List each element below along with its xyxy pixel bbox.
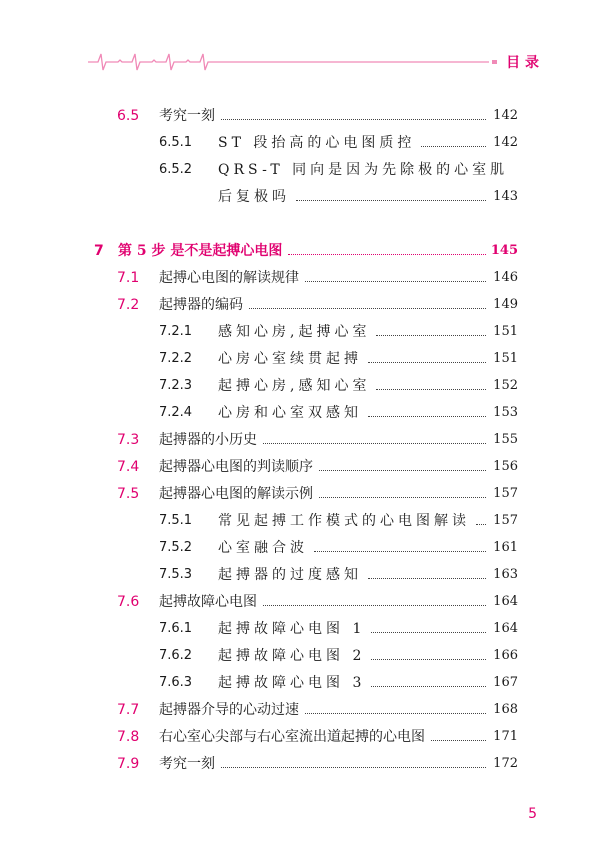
toc-number: 7.3	[117, 432, 140, 448]
toc-row[interactable]	[0, 509, 613, 533]
toc-leader	[368, 578, 486, 579]
toc-number: 7.8	[117, 729, 140, 745]
toc-page-number: 145	[490, 243, 518, 258]
toc-leader	[376, 335, 486, 336]
toc-title: 起搏故障心电图	[159, 594, 257, 610]
toc-title: ST 段抬高的心电图质控	[218, 135, 416, 151]
toc-row[interactable]	[0, 563, 613, 587]
toc-row[interactable]	[0, 266, 613, 290]
toc-page-number: 151	[493, 351, 518, 366]
toc-title: 起搏心电图的解读规律	[159, 270, 299, 286]
toc-page-number: 163	[493, 567, 518, 582]
toc-leader	[314, 551, 486, 552]
toc-number: 7.2.1	[159, 324, 193, 339]
toc-leader	[319, 497, 486, 498]
toc-row[interactable]	[0, 536, 613, 560]
toc-page-number: 168	[493, 702, 518, 717]
toc-title: 考究一刻	[159, 108, 215, 124]
toc-leader	[221, 119, 486, 120]
toc-page-number: 166	[493, 648, 518, 663]
toc-row[interactable]	[0, 401, 613, 425]
toc-page-number: 171	[493, 729, 518, 744]
toc-page-number: 151	[493, 324, 518, 339]
toc-number: 7.5.1	[159, 513, 193, 528]
toc-title: 起搏故障心电图 3	[218, 675, 366, 691]
toc-row[interactable]	[0, 185, 613, 209]
toc-row[interactable]	[0, 428, 613, 452]
toc-leader	[288, 254, 486, 255]
toc-row[interactable]	[0, 482, 613, 506]
toc-row[interactable]	[0, 698, 613, 722]
toc-row[interactable]	[0, 455, 613, 479]
toc-title: 心室融合波	[218, 540, 308, 556]
toc-leader	[305, 713, 486, 714]
toc-title: 后复极吗	[218, 189, 290, 205]
toc-title: 起搏器心电图的解读示例	[159, 486, 313, 502]
toc-page-number: 153	[493, 405, 518, 420]
toc-title: 起搏器的编码	[159, 297, 243, 313]
toc-title: 起搏故障心电图 2	[218, 648, 366, 664]
toc-number: 7.2.2	[159, 351, 193, 366]
toc-row[interactable]	[0, 347, 613, 371]
toc-number: 7.1	[117, 270, 140, 286]
toc-page-number: 157	[493, 486, 518, 501]
toc-title: 起搏器介导的心动过速	[159, 702, 299, 718]
toc-page-number: 155	[493, 432, 518, 447]
toc-leader	[368, 416, 486, 417]
toc-title: 右心室心尖部与右心室流出道起搏的心电图	[159, 729, 425, 745]
toc-title: 起搏器的小历史	[159, 432, 257, 448]
toc-leader	[263, 443, 486, 444]
toc-page-number: 149	[493, 297, 518, 312]
toc-title: 心房和心室双感知	[218, 405, 362, 421]
toc-number: 6.5.1	[159, 135, 193, 150]
toc-title: 起搏心房,感知心室	[218, 378, 371, 394]
toc-title: 起搏器的过度感知	[218, 567, 362, 583]
toc-leader	[319, 470, 486, 471]
toc-leader	[421, 146, 486, 147]
toc-row[interactable]	[0, 104, 613, 128]
toc-page-number: 157	[493, 513, 518, 528]
toc-page-number: 156	[493, 459, 518, 474]
toc-title: 感知心房,起搏心室	[218, 324, 371, 340]
toc-number: 6.5.2	[159, 162, 193, 177]
toc-number: 7.4	[117, 459, 140, 475]
toc-row[interactable]	[0, 293, 613, 317]
toc-number: 7.6	[117, 594, 140, 610]
toc-leader	[371, 632, 486, 633]
toc-leader	[371, 659, 486, 660]
toc-leader	[431, 740, 486, 741]
toc-page-number: 161	[493, 540, 518, 555]
toc-page-number: 172	[493, 756, 518, 771]
toc-title: 考究一刻	[159, 756, 215, 772]
toc-number: 7.5.2	[159, 540, 193, 555]
toc-row[interactable]	[0, 374, 613, 398]
toc-number: 7	[94, 243, 104, 259]
toc-page-number: 152	[493, 378, 518, 393]
toc-number: 7.5.3	[159, 567, 193, 582]
toc-page-number: 146	[493, 270, 518, 285]
toc-page-number: 142	[493, 108, 518, 123]
toc-leader	[221, 767, 486, 768]
toc-row[interactable]	[0, 131, 613, 155]
toc-number: 7.6.3	[159, 675, 193, 690]
toc-number: 7.2.3	[159, 378, 193, 393]
toc-page-number: 167	[493, 675, 518, 690]
page-number: 5	[528, 806, 537, 822]
page-header	[0, 44, 613, 80]
toc-number: 7.6.2	[159, 648, 193, 663]
toc-chapter-row[interactable]	[0, 239, 613, 263]
toc-leader	[305, 281, 486, 282]
toc-title: 起搏故障心电图 1	[218, 621, 366, 637]
header-title: 目 录	[506, 55, 539, 71]
toc-row[interactable]	[0, 590, 613, 614]
toc-row[interactable]	[0, 320, 613, 344]
toc-title: 常见起搏工作模式的心电图解读	[218, 513, 470, 529]
toc-title: QRS-T 同向是因为先除极的心室肌	[218, 162, 509, 178]
toc-leader	[368, 362, 486, 363]
toc-title: 起搏器心电图的判读顺序	[159, 459, 313, 475]
toc-number: 7.2	[117, 297, 140, 313]
toc-page-number: 164	[493, 594, 518, 609]
toc-number: 7.6.1	[159, 621, 193, 636]
toc-row[interactable]	[0, 671, 613, 695]
toc-row[interactable]	[0, 644, 613, 668]
toc-number: 7.7	[117, 702, 140, 718]
toc-number: 6.5	[117, 108, 140, 124]
toc-row[interactable]	[0, 158, 613, 182]
toc-row[interactable]	[0, 617, 613, 641]
toc-row[interactable]	[0, 752, 613, 776]
toc-leader	[376, 389, 486, 390]
toc-row[interactable]	[0, 725, 613, 749]
toc-page-number: 164	[493, 621, 518, 636]
toc-number: 7.5	[117, 486, 140, 502]
toc-leader	[249, 308, 486, 309]
toc-title: 第 5 步 是不是起搏心电图	[118, 243, 283, 259]
toc-leader	[476, 524, 486, 525]
toc-leader	[371, 686, 486, 687]
toc-leader	[296, 200, 486, 201]
toc-title: 心房心室续贯起搏	[218, 351, 362, 367]
toc-number: 7.9	[117, 756, 140, 772]
toc-leader	[263, 605, 486, 606]
toc-page-number: 143	[493, 189, 518, 204]
toc-page-number: 142	[493, 135, 518, 150]
toc-number: 7.2.4	[159, 405, 193, 420]
